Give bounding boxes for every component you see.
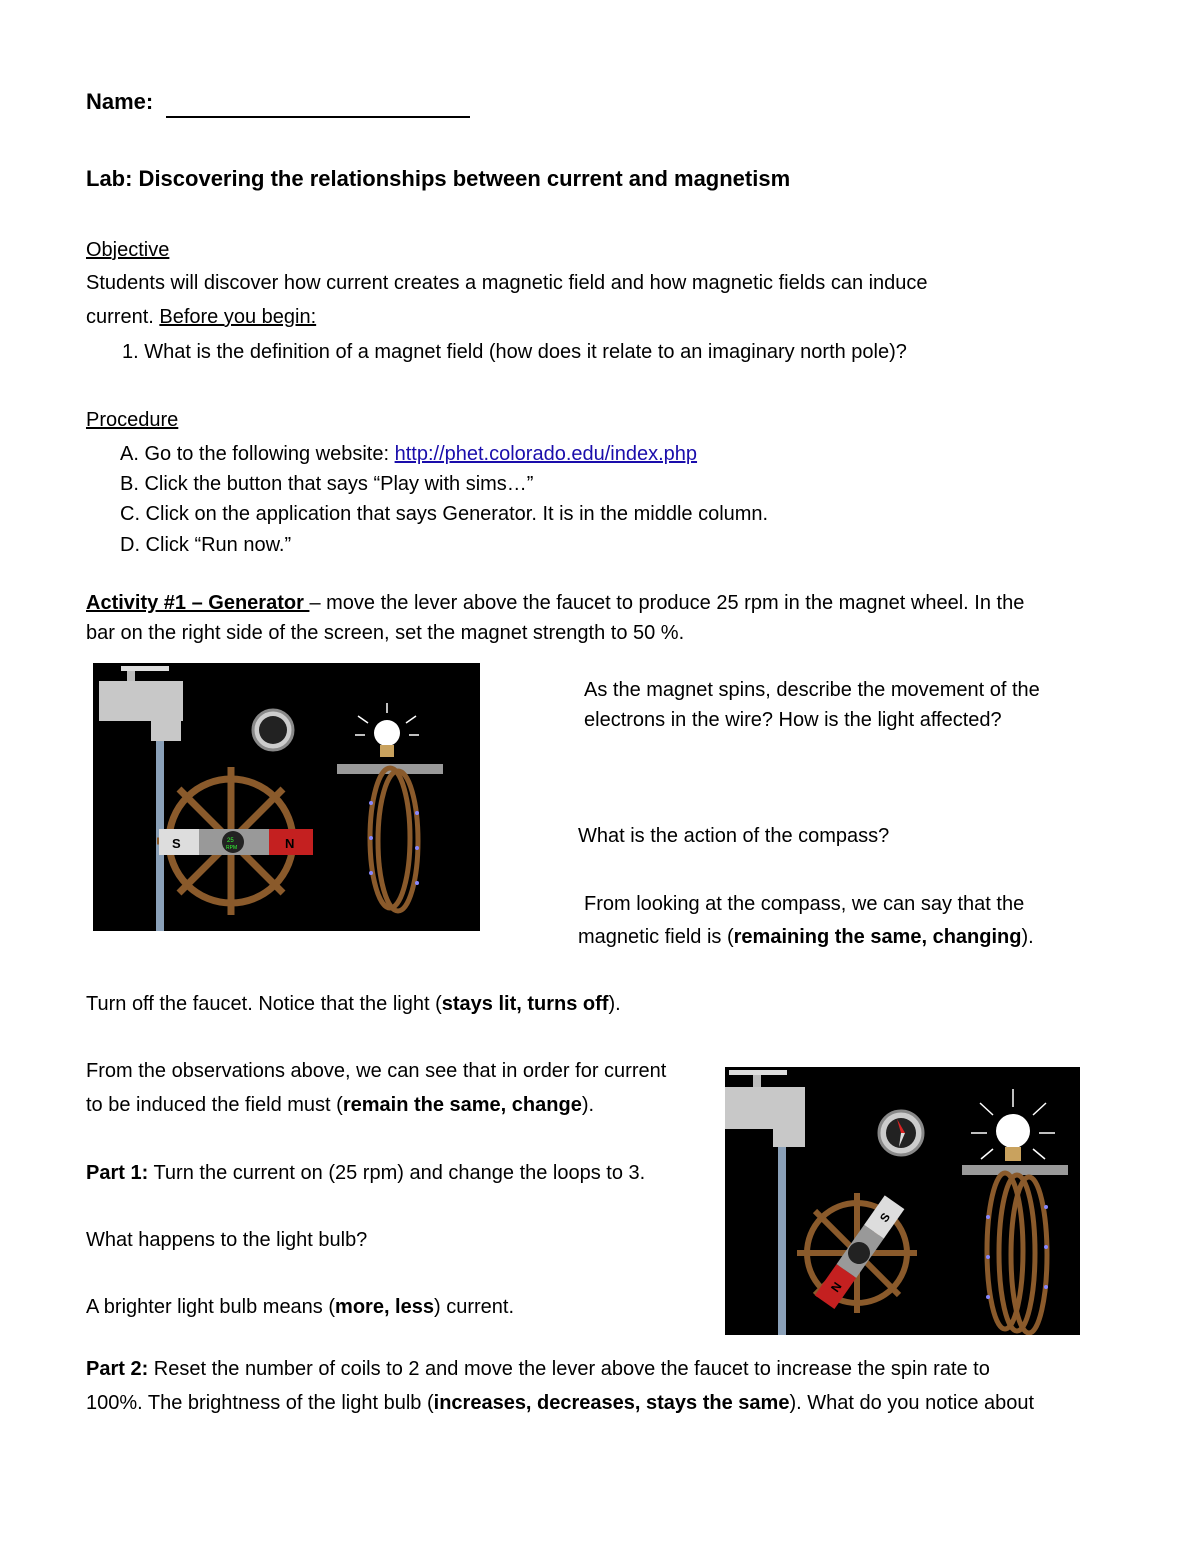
part-2-line-1 xyxy=(86,1355,990,1383)
question-field-line-2 xyxy=(578,923,1034,951)
rpm-unit: RPM xyxy=(226,845,238,851)
activity-1-text-1: – move the lever above the faucet to produce 25 rpm in the magnet wheel. In the xyxy=(309,592,1025,614)
magnet-s-label: S xyxy=(172,836,181,851)
generator-sim-image-2 xyxy=(725,1067,1080,1335)
observation-suffix: ). xyxy=(581,1094,595,1116)
observation-options: remain the same, change xyxy=(342,1094,582,1116)
brighter-suffix: ) current. xyxy=(433,1296,515,1318)
question-compass: What is the action of the compass? xyxy=(578,825,890,847)
observation-line-2 xyxy=(86,1091,594,1119)
procedure-step-c: C. Click on the application that says Generator. It is in the middle column. xyxy=(120,503,769,525)
question-1-number: 1. xyxy=(122,341,139,363)
objective-line-1: Students will discover how current creates a magnetic field and how magnetic fields can induce xyxy=(86,272,928,294)
before-you-begin: Before you begin: xyxy=(159,306,317,328)
magnet-n-label: N xyxy=(285,836,295,851)
brighter-prefix: A brighter light bulb means ( xyxy=(86,1296,336,1318)
question-field-line-1: From looking at the compass, we can say that the xyxy=(584,893,1025,915)
procedure-step-a xyxy=(120,440,697,468)
activity-1-line-1 xyxy=(86,589,1024,617)
question-1-text: What is the definition of a magnet field (how does it relate to an imaginary north pole)? xyxy=(144,341,907,363)
rpm-value: 25 xyxy=(227,838,234,844)
part-1-label: Part 1: xyxy=(86,1162,149,1184)
activity-1-heading: Activity #1 – Generator xyxy=(86,592,310,614)
part-2-label: Part 2: xyxy=(86,1358,149,1380)
part-1-text: Turn the current on (25 rpm) and change the loops to 3. xyxy=(148,1162,646,1184)
procedure-heading: Procedure xyxy=(86,409,179,431)
faucet-question xyxy=(86,990,621,1018)
name-blank-line[interactable] xyxy=(166,116,470,118)
part-2-options: increases, decreases, stays the same xyxy=(433,1392,790,1414)
faucet-question-suffix: ). xyxy=(608,993,621,1015)
question-field-prefix: magnetic field is ( xyxy=(578,926,734,948)
faucet-question-prefix: Turn off the faucet. Notice that the light ( xyxy=(86,993,442,1015)
part-2-line-2-suffix: ). What do you notice about xyxy=(789,1392,1035,1414)
generator-sim-image-1 xyxy=(93,663,480,931)
procedure-step-d: D. Click “Run now.” xyxy=(120,534,292,556)
observation-prefix: to be induced the field must ( xyxy=(86,1094,343,1116)
magnet-s-label-2: S xyxy=(877,1210,894,1225)
procedure-step-a-text: A. Go to the following website: xyxy=(120,443,395,465)
question-field-suffix: ). xyxy=(1021,926,1034,948)
question-spin-line-2: electrons in the wire? How is the light affected? xyxy=(584,709,1002,731)
question-1 xyxy=(122,338,907,366)
objective-line-2-text: current. xyxy=(86,306,160,328)
magnet-n-label-2: N xyxy=(828,1279,845,1295)
name-label: Name: xyxy=(86,89,154,114)
part-2-line-2-prefix: 100%. The brightness of the light bulb ( xyxy=(86,1392,434,1414)
brighter-question xyxy=(86,1293,514,1321)
question-field-options: remaining the same, changing xyxy=(733,926,1022,948)
objective-heading: Objective xyxy=(86,239,170,261)
part-1 xyxy=(86,1159,645,1187)
part-2-text: Reset the number of coils to 2 and move the lever above the faucet to increase the spin rate to xyxy=(148,1358,990,1380)
brighter-options: more, less xyxy=(335,1296,434,1318)
question-spin-line-1: As the magnet spins, describe the movement of the xyxy=(584,679,1040,701)
lab-title: Lab: Discovering the relationships between current and magnetism xyxy=(86,166,791,191)
observation-line-1: From the observations above, we can see that in order for current xyxy=(86,1060,667,1082)
phet-link[interactable]: http://phet.colorado.edu/index.php xyxy=(394,443,698,465)
objective-line-2 xyxy=(86,303,316,331)
activity-1-line-2: bar on the right side of the screen, set the magnet strength to 50 %. xyxy=(86,622,685,644)
bulb-question: What happens to the light bulb? xyxy=(86,1229,368,1251)
part-2-line-2 xyxy=(86,1389,1034,1417)
faucet-question-options: stays lit, turns off xyxy=(441,993,609,1015)
procedure-step-b: B. Click the button that says “Play with sims…” xyxy=(120,473,534,495)
